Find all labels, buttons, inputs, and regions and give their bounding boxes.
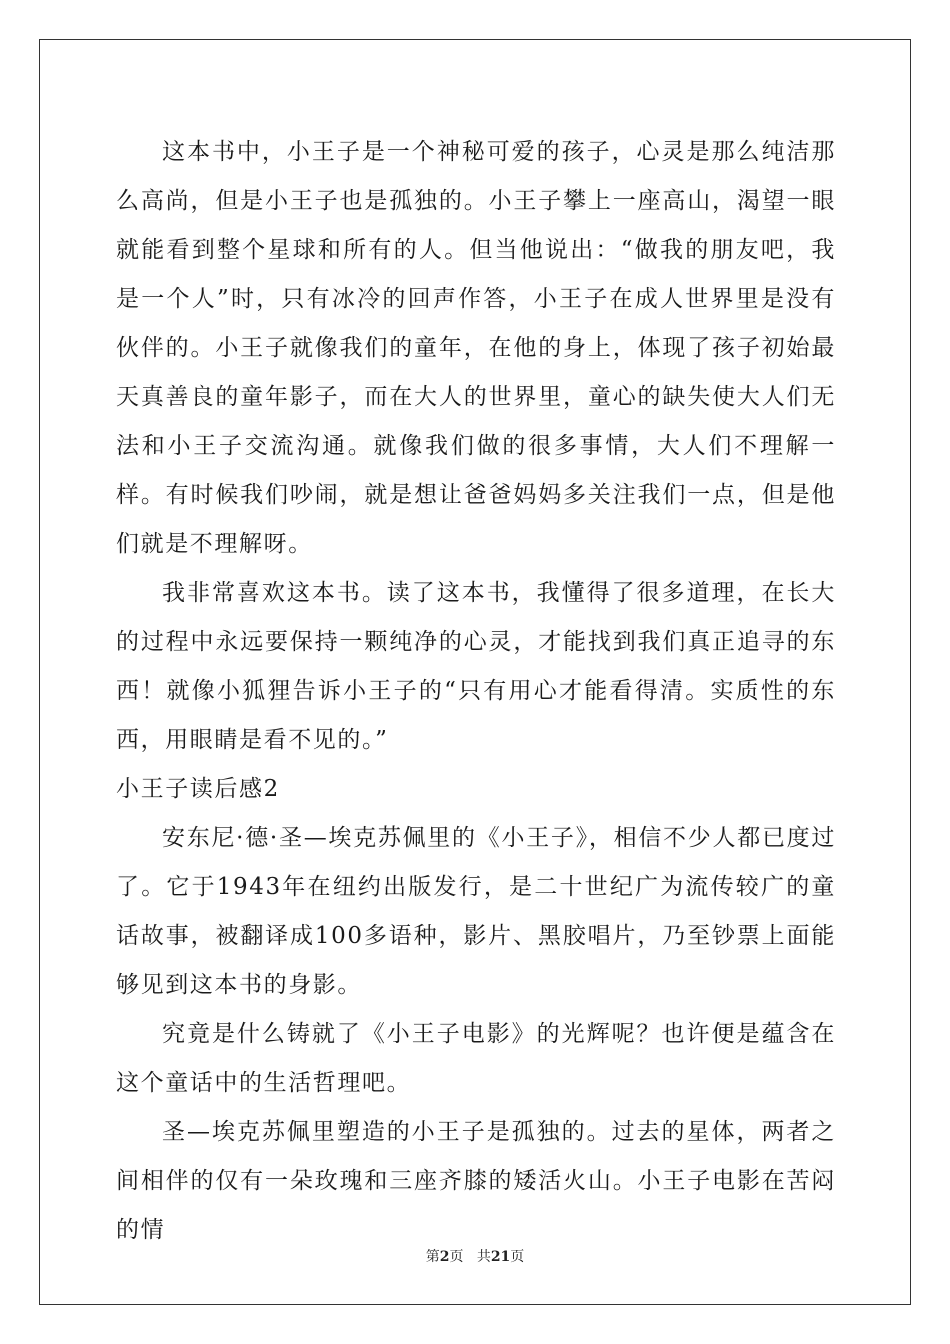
paragraph: 究竟是什么铸就了《小王子电影》的光辉呢？也许便是蕴含在这个童话中的生活哲理吧。: [116, 1021, 836, 1096]
total-prefix: 共: [476, 1249, 491, 1265]
page-footer: [0, 1246, 950, 1266]
page-prefix: 第: [425, 1249, 440, 1265]
page-number: 2: [439, 1249, 450, 1265]
section-heading: 小王子读后感2: [116, 776, 280, 802]
paragraph: 我非常喜欢这本书。读了这本书，我懂得了很多道理，在长大的过程中永远要保持一颗纯净的心灵，才能找到我们真正追寻的东西！就像小狐狸告诉小王子的“只有用心才能看得清。实质性的东西，用眼睛是看不见的。”: [116, 580, 836, 753]
paragraph: 圣—埃克苏佩里塑造的小王子是孤独的。过去的星体，两者之间相伴的仅有一朵玫瑰和三座齐膝的矮活火山。小王子电影在苦闷的情: [116, 1119, 836, 1243]
document-body: [116, 128, 836, 1255]
total-pages: 21: [490, 1249, 511, 1265]
paragraph: 这本书中，小王子是一个神秘可爱的孩子，心灵是那么纯洁那么高尚，但是小王子也是孤独的。小王子攀上一座高山，渴望一眼就能看到整个星球和所有的人。但当他说出：“做我的朋友吧，我是一个人”时，只有冰冷的回声作答，小王子在成人世界里是没有伙伴的。小王子就像我们的童年，在他的身上，体现了孩子初始最天真善良的童年影子，而在大人的世界里，童心的缺失使大人们无法和小王子交流沟通。就像我们做的很多事情，大人们不理解一样。有时候我们吵闹，就是想让爸爸妈妈多关注我们一点，但是他们就是不理解呀。: [116, 139, 836, 557]
page-suffix: 页: [449, 1249, 464, 1265]
paragraph: 安东尼·德·圣—埃克苏佩里的《小王子》，相信不少人都已度过了。它于1943年在纽约出版发行，是二十世纪广为流传较广的童话故事，被翻译成100多语种，影片、黑胶唱片，乃至钞票上面能够见到这本书的身影。: [116, 825, 836, 998]
total-suffix: 页: [510, 1249, 525, 1265]
